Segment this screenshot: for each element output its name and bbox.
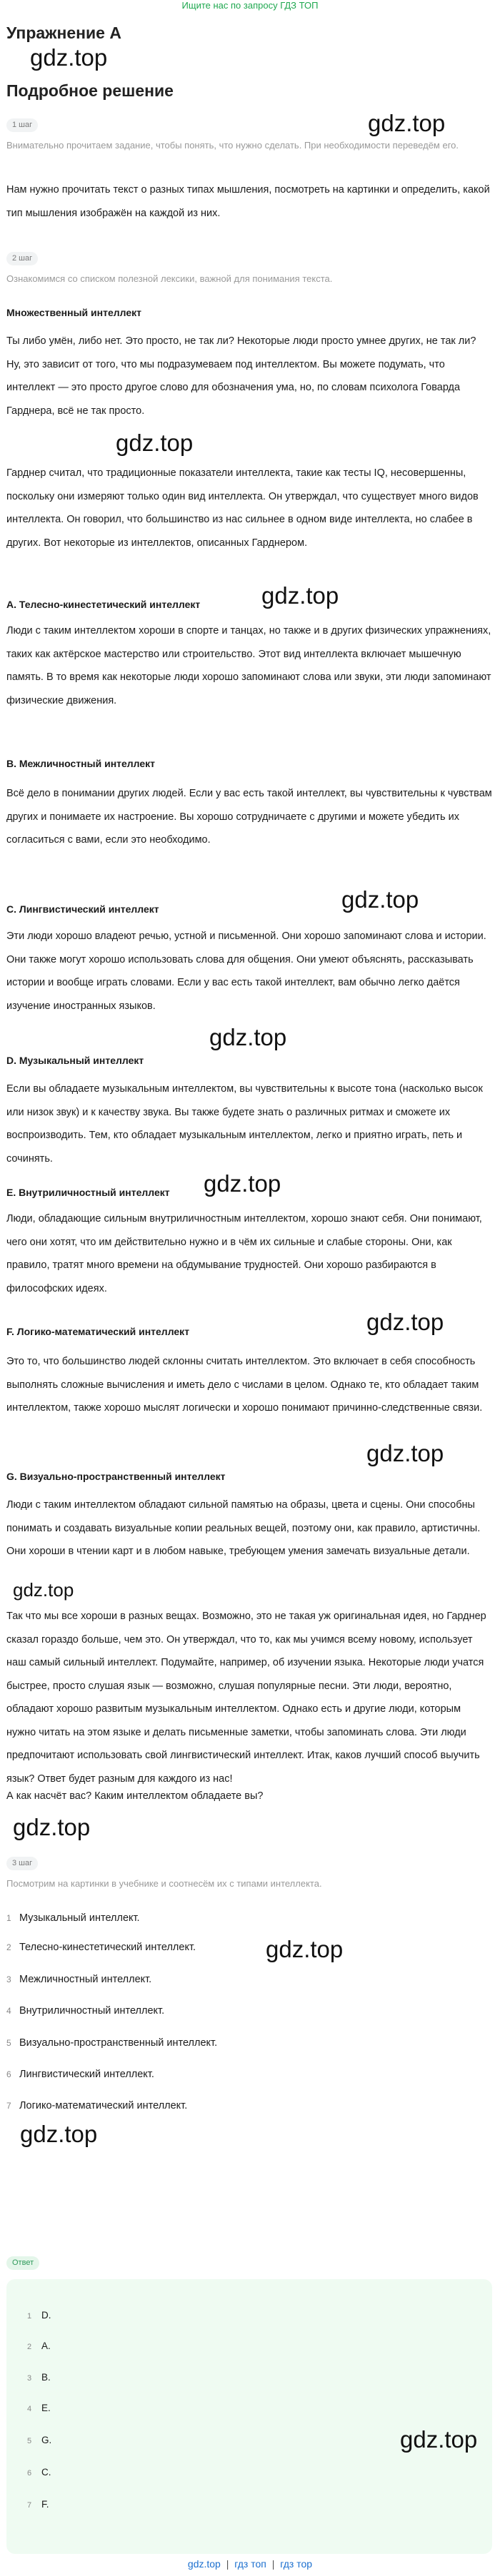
footer-separator: | [271,2558,275,2570]
watermark: gdz.top [366,1309,444,1335]
exercise-title: Упражнение А [6,24,121,42]
answer-item: 4 E. [27,2403,51,2413]
watermark: gdz.top [13,1814,91,1840]
step-note: Посмотрим на картинки в учебнике и соотнесём их с типами интеллекта. [6,1878,322,1889]
watermark: gdz.top [209,1024,287,1050]
list-item: 5 Визуально-пространственный интеллект. [6,2037,218,2049]
section-heading: B. Межличностный интеллект [6,758,156,769]
section-heading: A. Телесно-кинестетический интеллект [6,599,201,610]
step-note: Внимательно прочитаем задание, чтобы понять, что нужно сделать. При необходимости переведём его. [6,140,459,151]
list-item: 3 Межличностный интеллект. [6,1974,152,1985]
watermark: gdz.top [366,1440,444,1466]
section-heading: D. Музыкальный интеллект [6,1055,144,1066]
answer-item: 5 G. [27,2435,52,2445]
step-badge: 1 шаг [6,118,38,132]
step-text: Нам нужно прочитать текст о разных типах мышления, посмотреть на картинки и определить, какой тип мышления изображён на каждой из них. [6,184,490,219]
step-note: Ознакомимся со списком полезной лексики, важной для понимания текста. [6,273,333,284]
section-body: Это то, что большинство людей склонны считать интеллектом. Это включает в себя способность выполнять сложные вычисления и иметь дело с числами в целом. Однако те, кто обладает таким интеллектом, также хорошо мыслят логически и хорошо понимают причинно-следственные связи. [6,1356,483,1414]
watermark: gdz.top [116,430,194,456]
footer-separator: | [226,2558,229,2570]
watermark: gdz.top [266,1936,344,1962]
watermark: gdz.top [13,1579,74,1601]
section-heading: G. Визуально-пространственный интеллект [6,1471,226,1482]
answer-item: 2 A. [27,2341,51,2351]
section-heading: C. Лингвистический интеллект [6,903,159,915]
watermark: gdz.top [368,110,446,136]
article-question: А как насчёт вас? Каким интеллектом обладаете вы? [6,1790,264,1802]
answer-item: 1 D. [27,2310,51,2321]
footer-link[interactable]: гдз топ [234,2558,266,2570]
list-item: 2 Телесно-кинестетический интеллект. [6,1942,196,1953]
answer-box [6,2279,492,2554]
watermark: gdz.top [30,44,108,71]
step-badge: 3 шаг [6,1857,38,1870]
watermark: gdz.top [20,2121,98,2147]
step-badge: 2 шаг [6,252,38,265]
section-body: Люди с таким интеллектом хороши в спорте и танцах, но также и в других физических упражнениях, таких как актёрское мастерство или строительство. Этот вид интеллекта включает мышечную память. В то время как некоторые люди хорошо запоминают слова или звуки, эти люди запоминают физические движения. [6,625,491,706]
footer-links [0,2558,500,2570]
list-item: 6 Лингвистический интеллект. [6,2069,154,2080]
article-intro: Ты либо умён, либо нет. Это просто, не так ли? Некоторые люди просто умнее других, не так ли? Ну, это зависит от того, что мы подразумеваем под интеллектом. Вы можете подумать, что интеллект — это просто другое слово для обозначения ума, но, по словам психолога Говарда Гарднера, всё не так просто. [6,335,476,417]
list-item: 1 Музыкальный интеллект. [6,1912,140,1924]
solution-title: Подробное решение [6,81,174,100]
article-title: Множественный интеллект [6,307,141,318]
watermark: gdz.top [204,1170,281,1197]
section-body: Люди, обладающие сильным внутриличностным интеллектом, хорошо знают себя. Они понимают, чего они хотят, что им действительно нужно и в чём их сильные и слабые стороны. Они, как правило, тратят много времени на обдумывание трудностей. Они хорошо разбираются в философских идеях. [6,1213,482,1294]
section-body: Всё дело в понимании других людей. Если у вас есть такой интеллект, вы чувствительны к чувствам других и понимаете их настроение. Вы хорошо сотрудничаете с другими и можете убедить их согласиться с вами, если это необходимо. [6,788,492,846]
section-heading: F. Логико-математический интеллект [6,1326,190,1337]
section-heading: E. Внутриличностный интеллект [6,1187,170,1198]
footer-link[interactable]: гдз тор [280,2558,313,2570]
watermark: gdz.top [400,2426,478,2453]
article-intro: Гарднер считал, что традиционные показатели интеллекта, такие как тесты IQ, несовершенны, поскольку они измеряют только один вид интеллекта. Он утверждал, что существует много видов интеллекта. Он говорил, что большинство из нас сильнее в одном виде интеллекта, но слабее в других. Вот некоторые из интеллектов, описанных Гарднером. [6,467,479,549]
section-body: Эти люди хорошо владеют речью, устной и письменной. Они хорошо запоминают слова и истории. Они также могут хорошо использовать слова для общения. Они умеют объяснять, рассказывать истории и вообще играть словами. Если у вас есть такой интеллект, вам обычно легко даётся изучение иностранных языков. [6,930,486,1012]
list-item: 7 Логико-математический интеллект. [6,2100,188,2111]
answer-item: 3 B. [27,2372,51,2383]
footer-link[interactable]: gdz.top [187,2558,221,2570]
watermark: gdz.top [261,582,339,609]
list-item: 4 Внутриличностный интеллект. [6,2005,165,2017]
top-banner[interactable]: Ищите нас по запросу ГДЗ ТОП [181,0,319,11]
watermark: gdz.top [341,886,419,913]
answer-item: 6 C. [27,2467,51,2478]
answer-item: 7 F. [27,2499,49,2510]
article-outro: Так что мы все хороши в разных вещах. Возможно, это не такая уж оригинальная идея, но Гарднер сказал гораздо больше, чем это. Он утверждал, что то, как мы учимся всему новому, использует наш самый сильный интеллект. Подумайте, например, об изучении языка. Некоторые люди учатся быстрее, просто слушая язык — возможно, слушая популярные песни. Эти люди, вероятно, обладают хорошо развитым музыкальным интеллектом. Однако есть и другие люди, которым нужно читать на этом языке и делать письменные заметки, чтобы запоминать слова. Эти люди предпочитают использовать свой лингвистический интеллект. Итак, каков лучший способ выучить язык? Ответ будет разным для каждого из нас! [6,1611,486,1785]
section-body: Люди с таким интеллектом обладают сильной памятью на образы, цвета и сцены. Они способны понимать и создавать визуальные копии реальных вещей, поэтому они, как правило, артистичны. Они хороши в чтении карт и в любом навыке, требующем умения замечать визуальные детали. [6,1499,481,1557]
section-body: Если вы обладаете музыкальным интеллектом, вы чувствительны к высоте тона (насколько высок или низок звук) и к качеству звука. Вы также будете знать о различных ритмах и сможете их воспроизводить. Тем, кто обладает музыкальным интеллектом, легко и приятно играть, петь и сочинять. [6,1083,483,1165]
answer-badge: Ответ [6,2256,39,2270]
